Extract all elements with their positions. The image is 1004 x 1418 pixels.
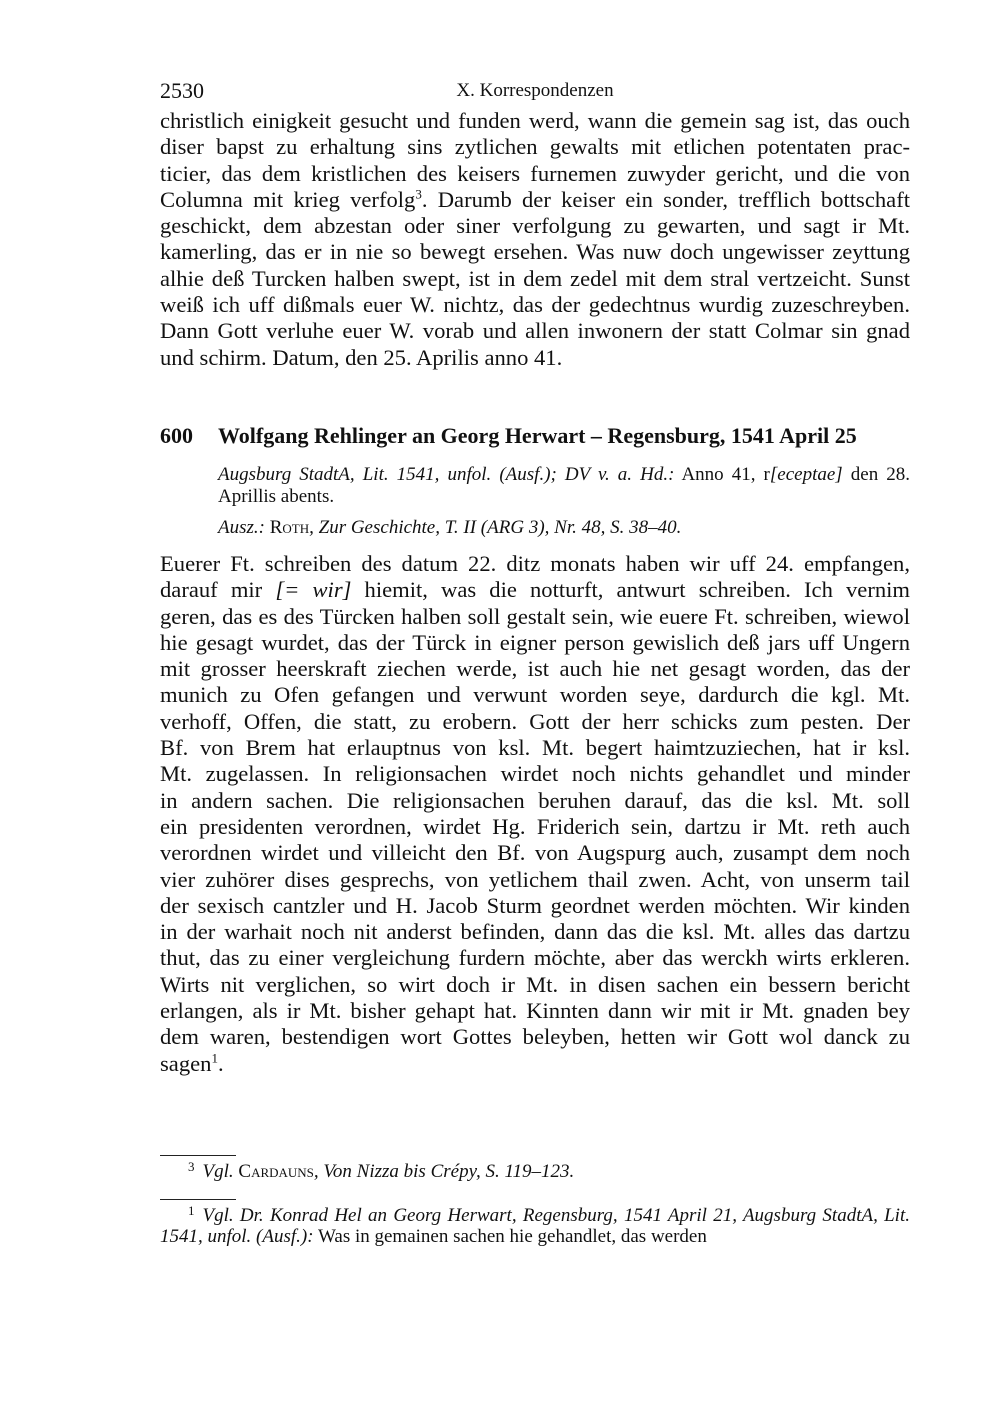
excerpt-author: Roth [269, 516, 310, 538]
text-line: Wirts nit verglichen, so wirt doch ir Mt. in disen sachen ein bessern bericht [160, 971, 910, 997]
source-archive [218, 464, 910, 508]
text-line: mit grosser heerskraft ziechen werde, ist auch hie net gesagt worden, das der [160, 656, 910, 682]
text-line: verordnen wirdet und villeicht den Bf. von Augspurg auch, zusampt dem noch [160, 840, 910, 866]
running-title: X. Korrespondenzen [456, 80, 614, 101]
footnote-text: , Von Nizza bis Crépy, S. 119–123. [313, 1161, 575, 1182]
text-line: in andern sachen. Die religionsachen beruhen darauf, das die ksl. Mt. soll [160, 787, 910, 813]
footnote-author: Cardauns [238, 1161, 314, 1182]
text-line: verhoff, Offen, die statt, zu erobern. Gott der herr schicks zum pesten. Der [160, 708, 910, 734]
text-line: Euerer Ft. schreiben des datum 22. ditz monats haben wir uff 24. empfangen, [160, 550, 910, 576]
text-line: ein presidenten verordnen, wirdet Hg. Friderich sein, dartzu ir Mt. reth auch [160, 813, 910, 839]
text-line: alhie deß Turcken halben swept, ist in dem zedel mit dem stral vertzeicht. Sunst [160, 265, 910, 291]
text-segment: hiemit, was die notturft, antwurt schreiben. Ich vernim [351, 577, 910, 603]
footnote-rule [160, 1199, 236, 1200]
text-segment: darauf mir [160, 577, 263, 603]
letter-text [160, 551, 910, 1077]
text-line: Bf. von Brem hat erlauptnus von ksl. Mt. begert haimtzuziechen, hat ir ksl. [160, 735, 910, 761]
excerpt-reference: , Zur Geschichte, T. II (ARG 3), Nr. 48, S. 38–40. [309, 516, 682, 538]
text-line: und schirm. Datum, den 25. Aprilis anno 41. [160, 344, 563, 370]
continued-letter-text [160, 108, 910, 371]
text-line: hie gesagt wurdet, das der Türck in eigner person gewislich deß jars uff Ungern [160, 629, 910, 655]
footnote-rule [160, 1155, 236, 1156]
text-line [160, 1051, 910, 1077]
text-line: vier zuhörer dises gesprechs, von yetlichem thail zwen. Acht, von unserm tail [160, 866, 910, 892]
text-line: munich zu Ofen gefangen und verwunt worden seye, dardurch die kgl. Mt. [160, 682, 910, 708]
footnotes [160, 1155, 910, 1263]
footnote-text: Vgl. [202, 1161, 234, 1182]
text-line: weiß ich uff dißmals euer W. nichtz, das der gedechtnus wurdig zuzeschreyben. [160, 292, 910, 318]
document-title: Wolfgang Rehlinger an Georg Herwart – Regensburg, 1541 April 25 [218, 422, 857, 448]
source-excerpt [218, 517, 910, 539]
text-line [160, 577, 910, 603]
text-segment: sagen [160, 1050, 212, 1076]
page-number: 2530 [160, 78, 204, 103]
document-heading [160, 423, 910, 449]
text-segment: . Darumb der keiser ein sonder, trefflich bottschaft [421, 186, 910, 212]
dorsal-note: Anno 41, r [674, 463, 770, 485]
text-line: geschickt, dem abzestan oder siner verfolgung zu gewarten, und sagt ir Mt. [160, 213, 910, 239]
text-line: geren, das es des Türcken halben soll gestalt sein, wie euere Ft. schreiben, wiewol [160, 603, 910, 629]
footnote-text: Was in gemainen sachen hie gehandlet, das werden [313, 1226, 707, 1247]
document-number: 600 [160, 422, 193, 448]
text-line: Dann Gott verluhe euer W. vorab und allen inwonern der statt Colmar sin gnad [160, 318, 910, 344]
excerpt-label: Ausz.: [218, 516, 265, 538]
source-apparatus [218, 464, 910, 539]
text-line: thut, das zu einer vergleichung furdern möchte, aber das werckh wirts erkleren. [160, 945, 910, 971]
footnote [160, 1203, 910, 1247]
text-line: in der warhait noch nit anderst befinden, dann das die ksl. Mt. alles das dartzu [160, 919, 910, 945]
text-line: erlangen, als ir Mt. bisher gehapt hat. Kinnten dann wir mit ir Mt. gnaden bey [160, 998, 910, 1024]
editorial-expansion: [eceptae] [769, 463, 843, 485]
footnote-number: 3 [188, 1159, 195, 1174]
text-segment: . [217, 1050, 224, 1076]
text-segment: Columna mit krieg verfolg [160, 186, 416, 212]
footnote-number: 1 [188, 1203, 195, 1218]
text-line: Mt. zugelassen. In religionsachen wirdet noch nichts gehandlet und minder [160, 761, 910, 787]
dorsal-note: den 28. Aprillis abents. [218, 463, 911, 507]
text-line [160, 187, 910, 213]
text-line: diser bapst zu erhaltung sins zytlichen gewalts mit etlichen potentaten prac- [160, 134, 910, 160]
page [160, 78, 910, 1077]
archive-reference: Augsburg StadtA, Lit. 1541, unfol. (Ausf.); DV v. a. Hd.: [218, 463, 675, 485]
running-head [160, 78, 910, 108]
text-line: der sexisch cantzler und H. Jacob Sturm geordnet werden möchten. Wir kinden [160, 892, 910, 918]
text-line: kamerling, das er in nie so bewegt ersehen. Was nuw doch ungewisser zeyttung [160, 239, 910, 265]
text-line: ticier, das dem kristlichen des keisers furnemen zuwyder gericht, und die von [160, 160, 910, 186]
text-line: christlich einigkeit gesucht und funden werd, wann die gemein sag ist, das ouch [160, 108, 910, 133]
text-line: dem waren, bestendigen wort Gottes beleyben, hetten wir Gott wol danck zu [160, 1024, 910, 1050]
editorial-insertion: [= wir] [275, 577, 352, 603]
footnote [160, 1159, 910, 1183]
footnote-text: Vgl. Dr. Konrad Hel an Georg Herwart, Regensburg, 1541 April 21, Augsburg StadtA, Lit. 1541, unfol. (Ausf.): [160, 1205, 910, 1247]
footnote-reference[interactable]: 3 [415, 186, 422, 202]
footnote-reference[interactable]: 1 [211, 1050, 218, 1066]
